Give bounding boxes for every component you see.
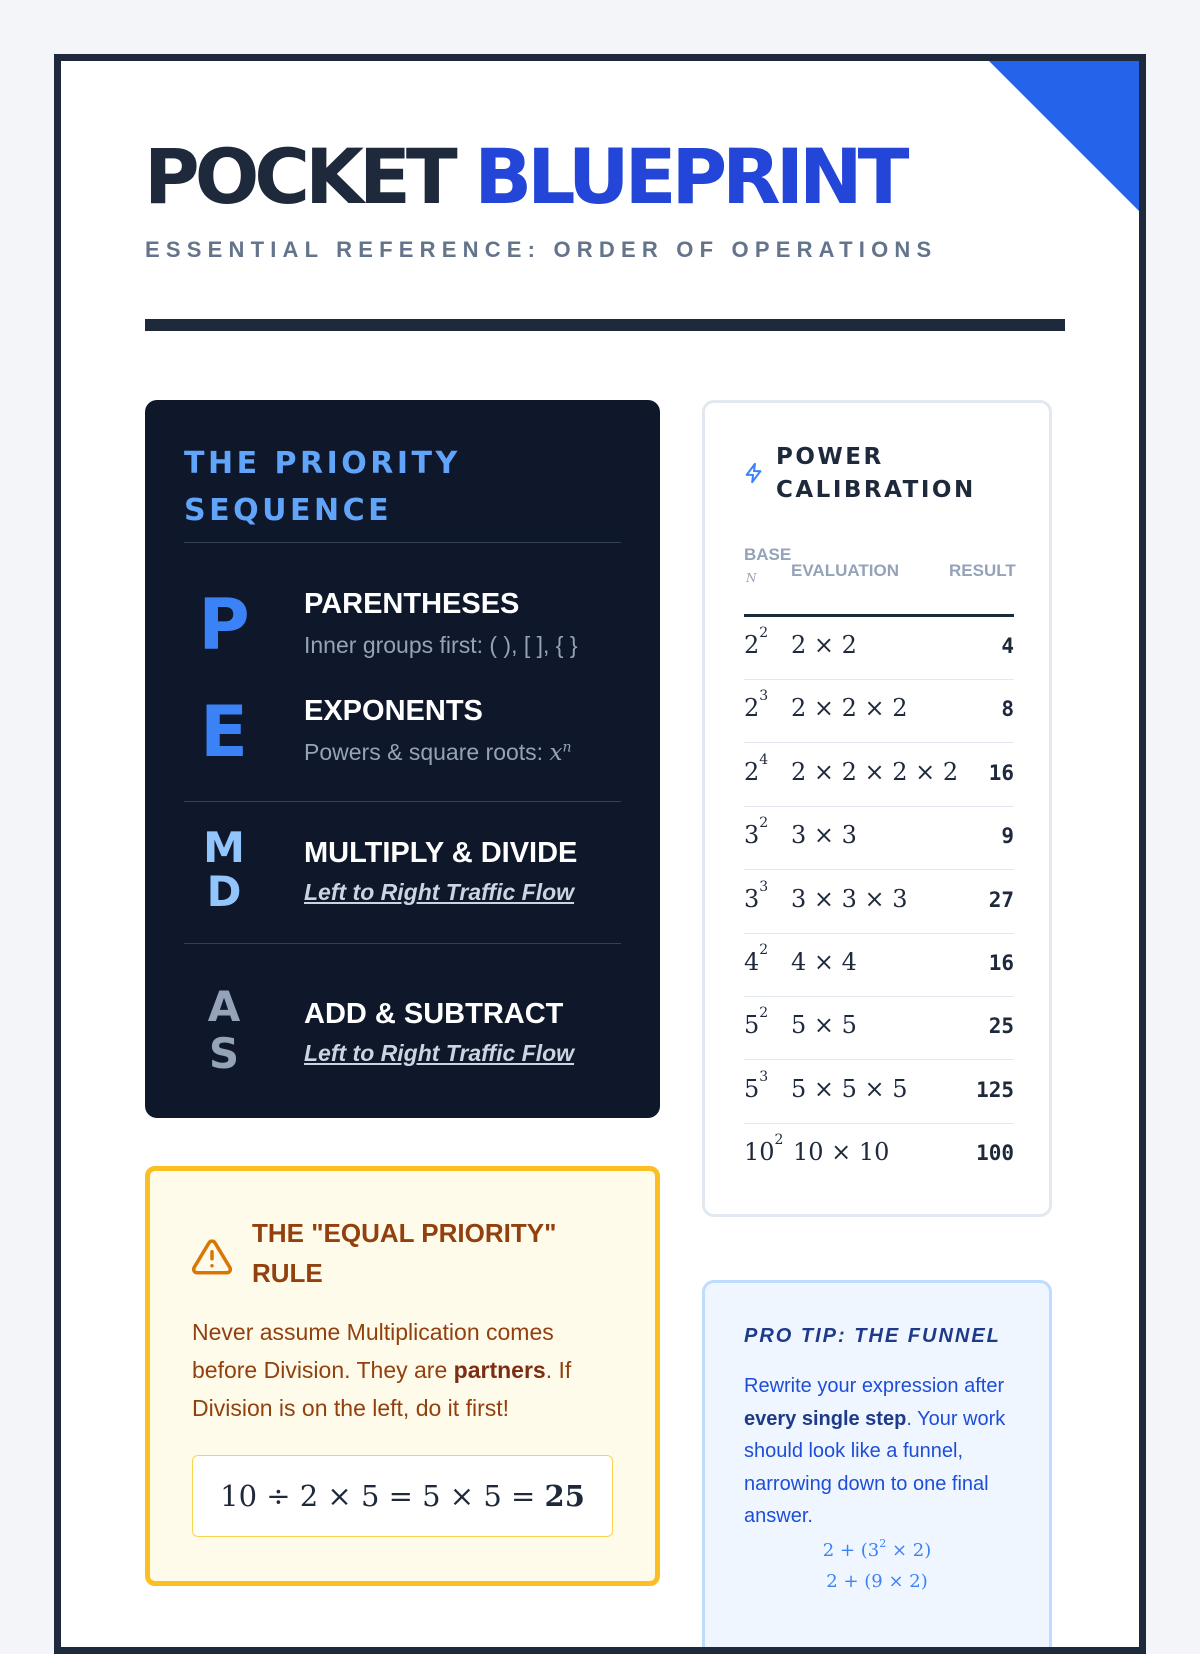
base-value: 2 — [744, 757, 760, 786]
cell-result: 4 — [1001, 634, 1014, 658]
base-value: 5 — [744, 1011, 760, 1040]
step-letter-s: S — [208, 1029, 240, 1078]
priority-divider — [184, 542, 621, 543]
pro-tip-text: Rewrite your expression after — [744, 1375, 1005, 1397]
math-base: x — [549, 740, 563, 766]
table-row — [744, 807, 1014, 870]
step-multiply-divide — [184, 815, 621, 935]
step-title: MULTIPLY & DIVIDE — [304, 837, 578, 869]
step-exponents — [184, 667, 621, 773]
cell-result: 16 — [988, 951, 1014, 975]
cell-evaluation: 2 × 2 × 2 × 2 — [791, 757, 959, 786]
step-description — [304, 739, 571, 766]
title-part-2: BLUEPRINT — [474, 132, 905, 221]
pro-tip-emphasis: every single step — [744, 1407, 907, 1430]
cell-result: 125 — [976, 1077, 1014, 1102]
column-header-base-sub: N — [746, 571, 757, 585]
example-formula — [192, 1455, 613, 1537]
exponent-value: 3 — [759, 688, 769, 705]
title-part-1: POCKET — [144, 132, 453, 221]
priority-title: THE PRIORITY SEQUENCE — [184, 446, 461, 528]
equal-priority-warning — [145, 1166, 660, 1586]
cell-result: 8 — [1001, 697, 1014, 722]
funnel-step-1 — [705, 1537, 1049, 1561]
step-letter: P — [198, 584, 250, 666]
table-row — [744, 871, 1014, 934]
cell-base — [744, 878, 769, 913]
exponent-value: 2 — [759, 815, 769, 832]
cell-result: 100 — [976, 1141, 1014, 1166]
step-parentheses — [184, 560, 621, 666]
pro-tip-body — [744, 1370, 1024, 1533]
formula-result: 25 — [544, 1479, 585, 1513]
pro-tip-text: . Your work should look like a funnel, narrowing down to one final answer. — [744, 1407, 1006, 1527]
step-title: PARENTHESES — [304, 588, 520, 620]
exponent-value: 3 — [759, 878, 769, 895]
column-header-evaluation: EVALUATION — [791, 561, 899, 580]
priority-divider — [184, 943, 621, 944]
column-header-base: BASE — [744, 545, 792, 564]
math-exponent: n — [562, 739, 572, 756]
base-value: 3 — [744, 884, 760, 913]
column-header-result: RESULT — [949, 561, 1016, 580]
traffic-flow-link[interactable]: Left to Right Traffic Flow — [304, 1040, 575, 1066]
warning-body-text: Never assume Multiplication comes before Division. They are — [192, 1319, 554, 1383]
step-title: ADD & SUBTRACT — [304, 998, 564, 1030]
base-value: 5 — [744, 1074, 760, 1103]
lightning-icon — [743, 462, 765, 484]
warning-body-emphasis: partners — [453, 1357, 546, 1383]
cell-evaluation: 4 × 4 — [791, 948, 857, 976]
cell-evaluation: 3 × 3 — [791, 821, 857, 850]
base-value: 2 — [744, 694, 760, 723]
exponent-value: 4 — [759, 751, 769, 768]
step-title: EXPONENTS — [304, 695, 483, 727]
traffic-flow-link[interactable]: Left to Right Traffic Flow — [304, 879, 575, 905]
funnel-step-2: 2 + (9 × 2) — [826, 1571, 928, 1592]
base-value: 10 — [744, 1138, 775, 1167]
pro-tip-title: PRO TIP: THE FUNNEL — [744, 1325, 1001, 1347]
step-description: Inner groups first: ( ), [ ], { } — [304, 632, 578, 658]
cell-base — [744, 1132, 784, 1167]
cell-evaluation: 10 × 10 — [793, 1138, 890, 1167]
funnel-text: × 2) — [886, 1540, 932, 1561]
table-row — [744, 1061, 1014, 1124]
cell-evaluation: 2 × 2 — [791, 631, 857, 659]
base-value: 4 — [744, 948, 760, 976]
corner-accent — [989, 61, 1139, 211]
cell-evaluation: 2 × 2 × 2 — [791, 694, 908, 723]
header-divider — [145, 319, 1065, 331]
cell-evaluation: 5 × 5 — [791, 1011, 857, 1040]
power-calibration-table — [702, 400, 1052, 1217]
warning-title: THE "EQUAL PRIORITY" RULE — [252, 1218, 557, 1288]
power-table-title: POWER CALIBRATION — [776, 444, 976, 503]
table-row — [744, 997, 1014, 1060]
step-letter: E — [200, 691, 248, 773]
priority-sequence-panel — [145, 400, 660, 1118]
cell-base — [744, 815, 769, 850]
exponent-value: 2 — [759, 942, 769, 958]
cell-base — [744, 1068, 769, 1103]
warning-body-text: . If Division is on the left, do it first! — [192, 1357, 572, 1421]
step-description-math — [549, 740, 571, 766]
exponent-value: 2 — [774, 1132, 784, 1149]
table-row — [744, 1124, 1014, 1187]
table-row — [744, 934, 1014, 997]
table-row — [744, 744, 1014, 807]
step-letter-a: A — [207, 982, 241, 1031]
cell-base — [744, 1005, 769, 1040]
step-letter-d: D — [206, 867, 242, 916]
cell-base — [744, 751, 769, 786]
cell-base — [744, 625, 769, 659]
step-add-subtract — [184, 970, 621, 1090]
exponent-value: 2 — [759, 625, 769, 641]
cell-base — [744, 688, 769, 723]
step-description-text: Powers & square roots: — [304, 739, 544, 765]
reference-card — [54, 54, 1146, 1654]
cell-evaluation: 3 × 3 × 3 — [791, 884, 908, 913]
page-subtitle: ESSENTIAL REFERENCE: ORDER OF OPERATIONS — [145, 237, 938, 262]
exponent-value: 3 — [759, 1068, 769, 1085]
cell-evaluation: 5 × 5 × 5 — [791, 1074, 908, 1103]
cell-result: 9 — [1001, 824, 1014, 849]
base-value: 2 — [744, 631, 760, 659]
pro-tip-box — [702, 1280, 1052, 1654]
base-value: 3 — [744, 821, 760, 850]
exponent-value: 2 — [759, 1005, 769, 1022]
alert-triangle-icon — [191, 1236, 233, 1278]
cell-result: 27 — [988, 887, 1014, 912]
funnel-text: 2 + (3 — [822, 1540, 880, 1561]
cell-result: 25 — [988, 1014, 1014, 1039]
cell-result: 16 — [988, 760, 1014, 785]
warning-body — [192, 1313, 622, 1427]
formula-expression: 10 ÷ 2 × 5 = 5 × 5 = — [220, 1479, 536, 1513]
priority-divider — [184, 801, 621, 802]
table-row — [744, 617, 1014, 680]
cell-base — [744, 942, 769, 976]
funnel-exponent: 2 — [879, 1537, 887, 1550]
step-letter-m: M — [203, 823, 245, 872]
table-row — [744, 680, 1014, 743]
page-title — [144, 132, 905, 221]
